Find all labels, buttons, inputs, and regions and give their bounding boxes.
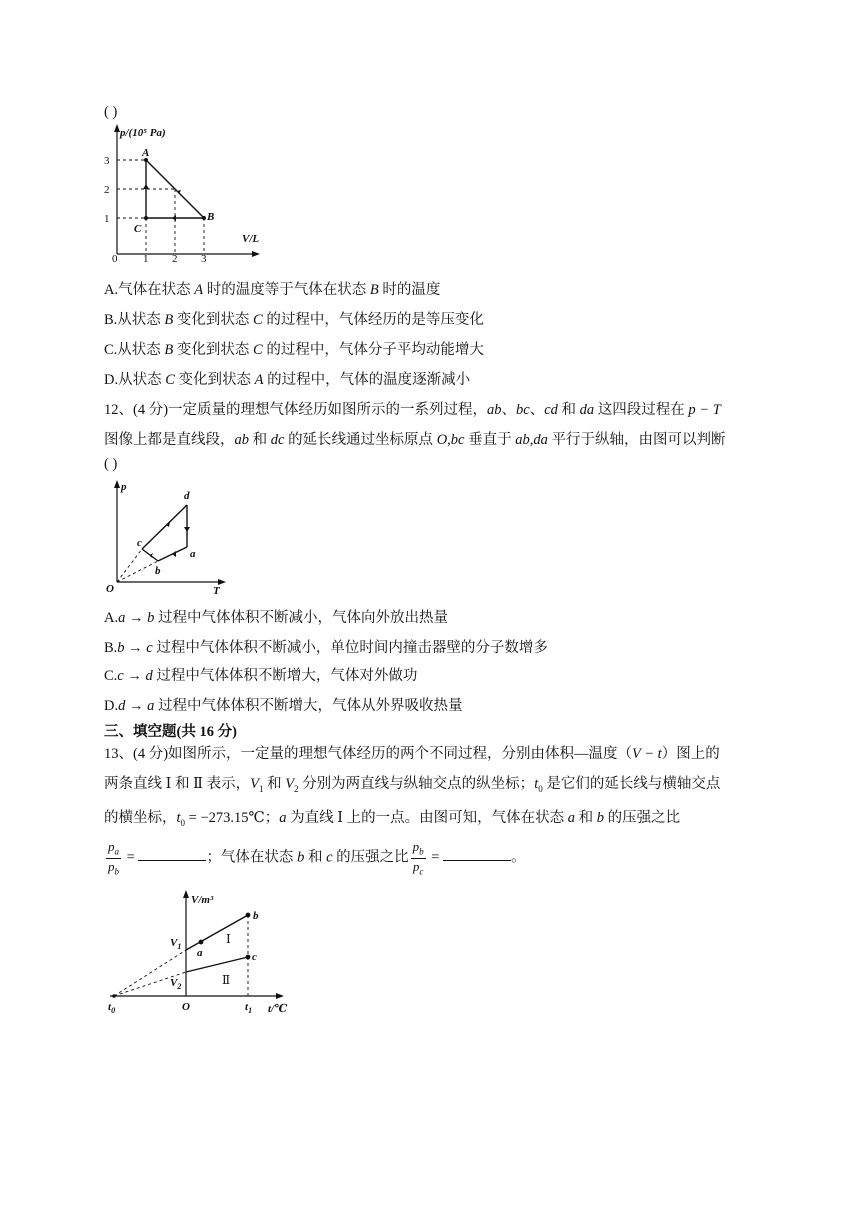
q11-option-a: A.气体在状态 A 时的温度等于气体在状态 B 时的温度 (104, 282, 441, 298)
section-3-title: 三、填空题(共 16 分) (104, 724, 237, 740)
q12-option-a: A.a → b 过程中气体体积不断减小，气体向外放出热量 (104, 610, 448, 626)
q13-y-label: V/m³ (191, 894, 214, 906)
q13-line2: 两条直线 Ⅰ 和 Ⅱ 表示，$V_1$ 和 $V_2$ 分别为两直线与纵轴交点的纵坐标；$t_0$ 是它们的延长线与横轴交点 (104, 776, 721, 794)
answer-blank-1[interactable] (138, 848, 206, 861)
q13-vt-graph (104, 888, 304, 1016)
q13-x-label: t/℃ (268, 1003, 288, 1015)
q12-point-b: b (155, 565, 161, 577)
q12-point-a: a (190, 548, 196, 560)
ratio-pa-pb: $\frac{p_a}{p_b}$ (108, 839, 119, 877)
q12-option-d: D.d → a 过程中气体体积不断增大，气体从外界吸收热量 (104, 698, 463, 714)
ratio-pb-pc: $\frac{p_b}{p_c}$ (412, 839, 424, 877)
q11-point-B: B (207, 211, 215, 223)
q12-option-c: C.c → d 过程中气体体积不断增大，气体对外做功 (104, 668, 418, 684)
q13-line-I-label: Ⅰ (226, 932, 231, 946)
answer-blank-2[interactable] (443, 848, 511, 861)
q13-line-II-label: Ⅱ (222, 973, 231, 987)
q13-line1: 13、(4 分)如图所示，一定量的理想气体经历的两个不同过程，分别由体积—温度（V − t）图上的 (104, 746, 720, 762)
q13-point-c: c (252, 951, 257, 963)
q11-bracket: ( ) (104, 104, 118, 120)
q12-stem-line2: 图像上都是直线段，ab 和 dc 的延长线通过坐标原点 O,bc 垂直于 ab,da 平行于纵轴，由图可以判断 (104, 432, 726, 448)
q11-x-label: V/L (242, 233, 260, 245)
q12-y-label: p (121, 481, 127, 493)
q11-option-d: D.从状态 C 变化到状态 A 的过程中，气体的温度逐渐减小 (104, 372, 471, 388)
q11-y-label: p/(10⁵ Pa) (120, 127, 166, 139)
q12-origin: O (106, 583, 114, 595)
q13-origin: O (182, 1001, 190, 1013)
q11-y-tick-2: 2 (104, 184, 110, 196)
q12-option-b: B.b → c 过程中气体体积不断减小，单位时间内撞击器壁的分子数增多 (104, 640, 548, 656)
q13-point-b: b (253, 910, 259, 922)
q11-origin: 0 (112, 253, 118, 265)
q13-V2-label: $V_2$ (170, 977, 182, 991)
q13-line4: $\frac{p_a}{p_b}$ = ；气体在状态 b 和 c 的压强之比 $\frac{p_b}{p_c}$ = 。 (108, 839, 526, 877)
q11-y-tick-1: 1 (104, 213, 110, 225)
q13-point-a: a (197, 947, 203, 959)
q11-point-C: C (134, 223, 142, 235)
q12-point-d: d (184, 490, 190, 502)
q12-pT-graph (104, 478, 234, 596)
q11-point-A: A (142, 147, 150, 159)
q13-V1-label: $V_1$ (170, 937, 182, 951)
q11-x-tick-3: 3 (201, 253, 207, 265)
q13-t1-label: $t_1$ (245, 1001, 253, 1015)
q11-y-tick-3: 3 (104, 155, 110, 167)
q11-option-c: C.从状态 B 变化到状态 C 的过程中，气体分子平均动能增大 (104, 342, 484, 358)
q11-option-b: B.从状态 B 变化到状态 C 的过程中，气体经历的是等压变化 (104, 312, 484, 328)
q11-pv-graph (104, 124, 264, 264)
q12-point-c: c (137, 537, 142, 549)
q12-stem-line1: 12、(4 分)一定质量的理想气体经历如图所示的一系列过程，ab、bc、cd 和 da 这四段过程在 p − T (104, 402, 721, 418)
q11-x-tick-1: 1 (143, 253, 149, 265)
q12-bracket: ( ) (104, 456, 118, 472)
q11-x-tick-2: 2 (172, 253, 178, 265)
q13-line3: 的横坐标，$t_0$ = −273.15℃；a 为直线 Ⅰ 上的一点。由图可知，气体在状态 a 和 b 的压强之比 (104, 810, 681, 828)
q13-t0-label: $t_0$ (108, 1001, 116, 1015)
q12-x-label: T (213, 585, 220, 597)
